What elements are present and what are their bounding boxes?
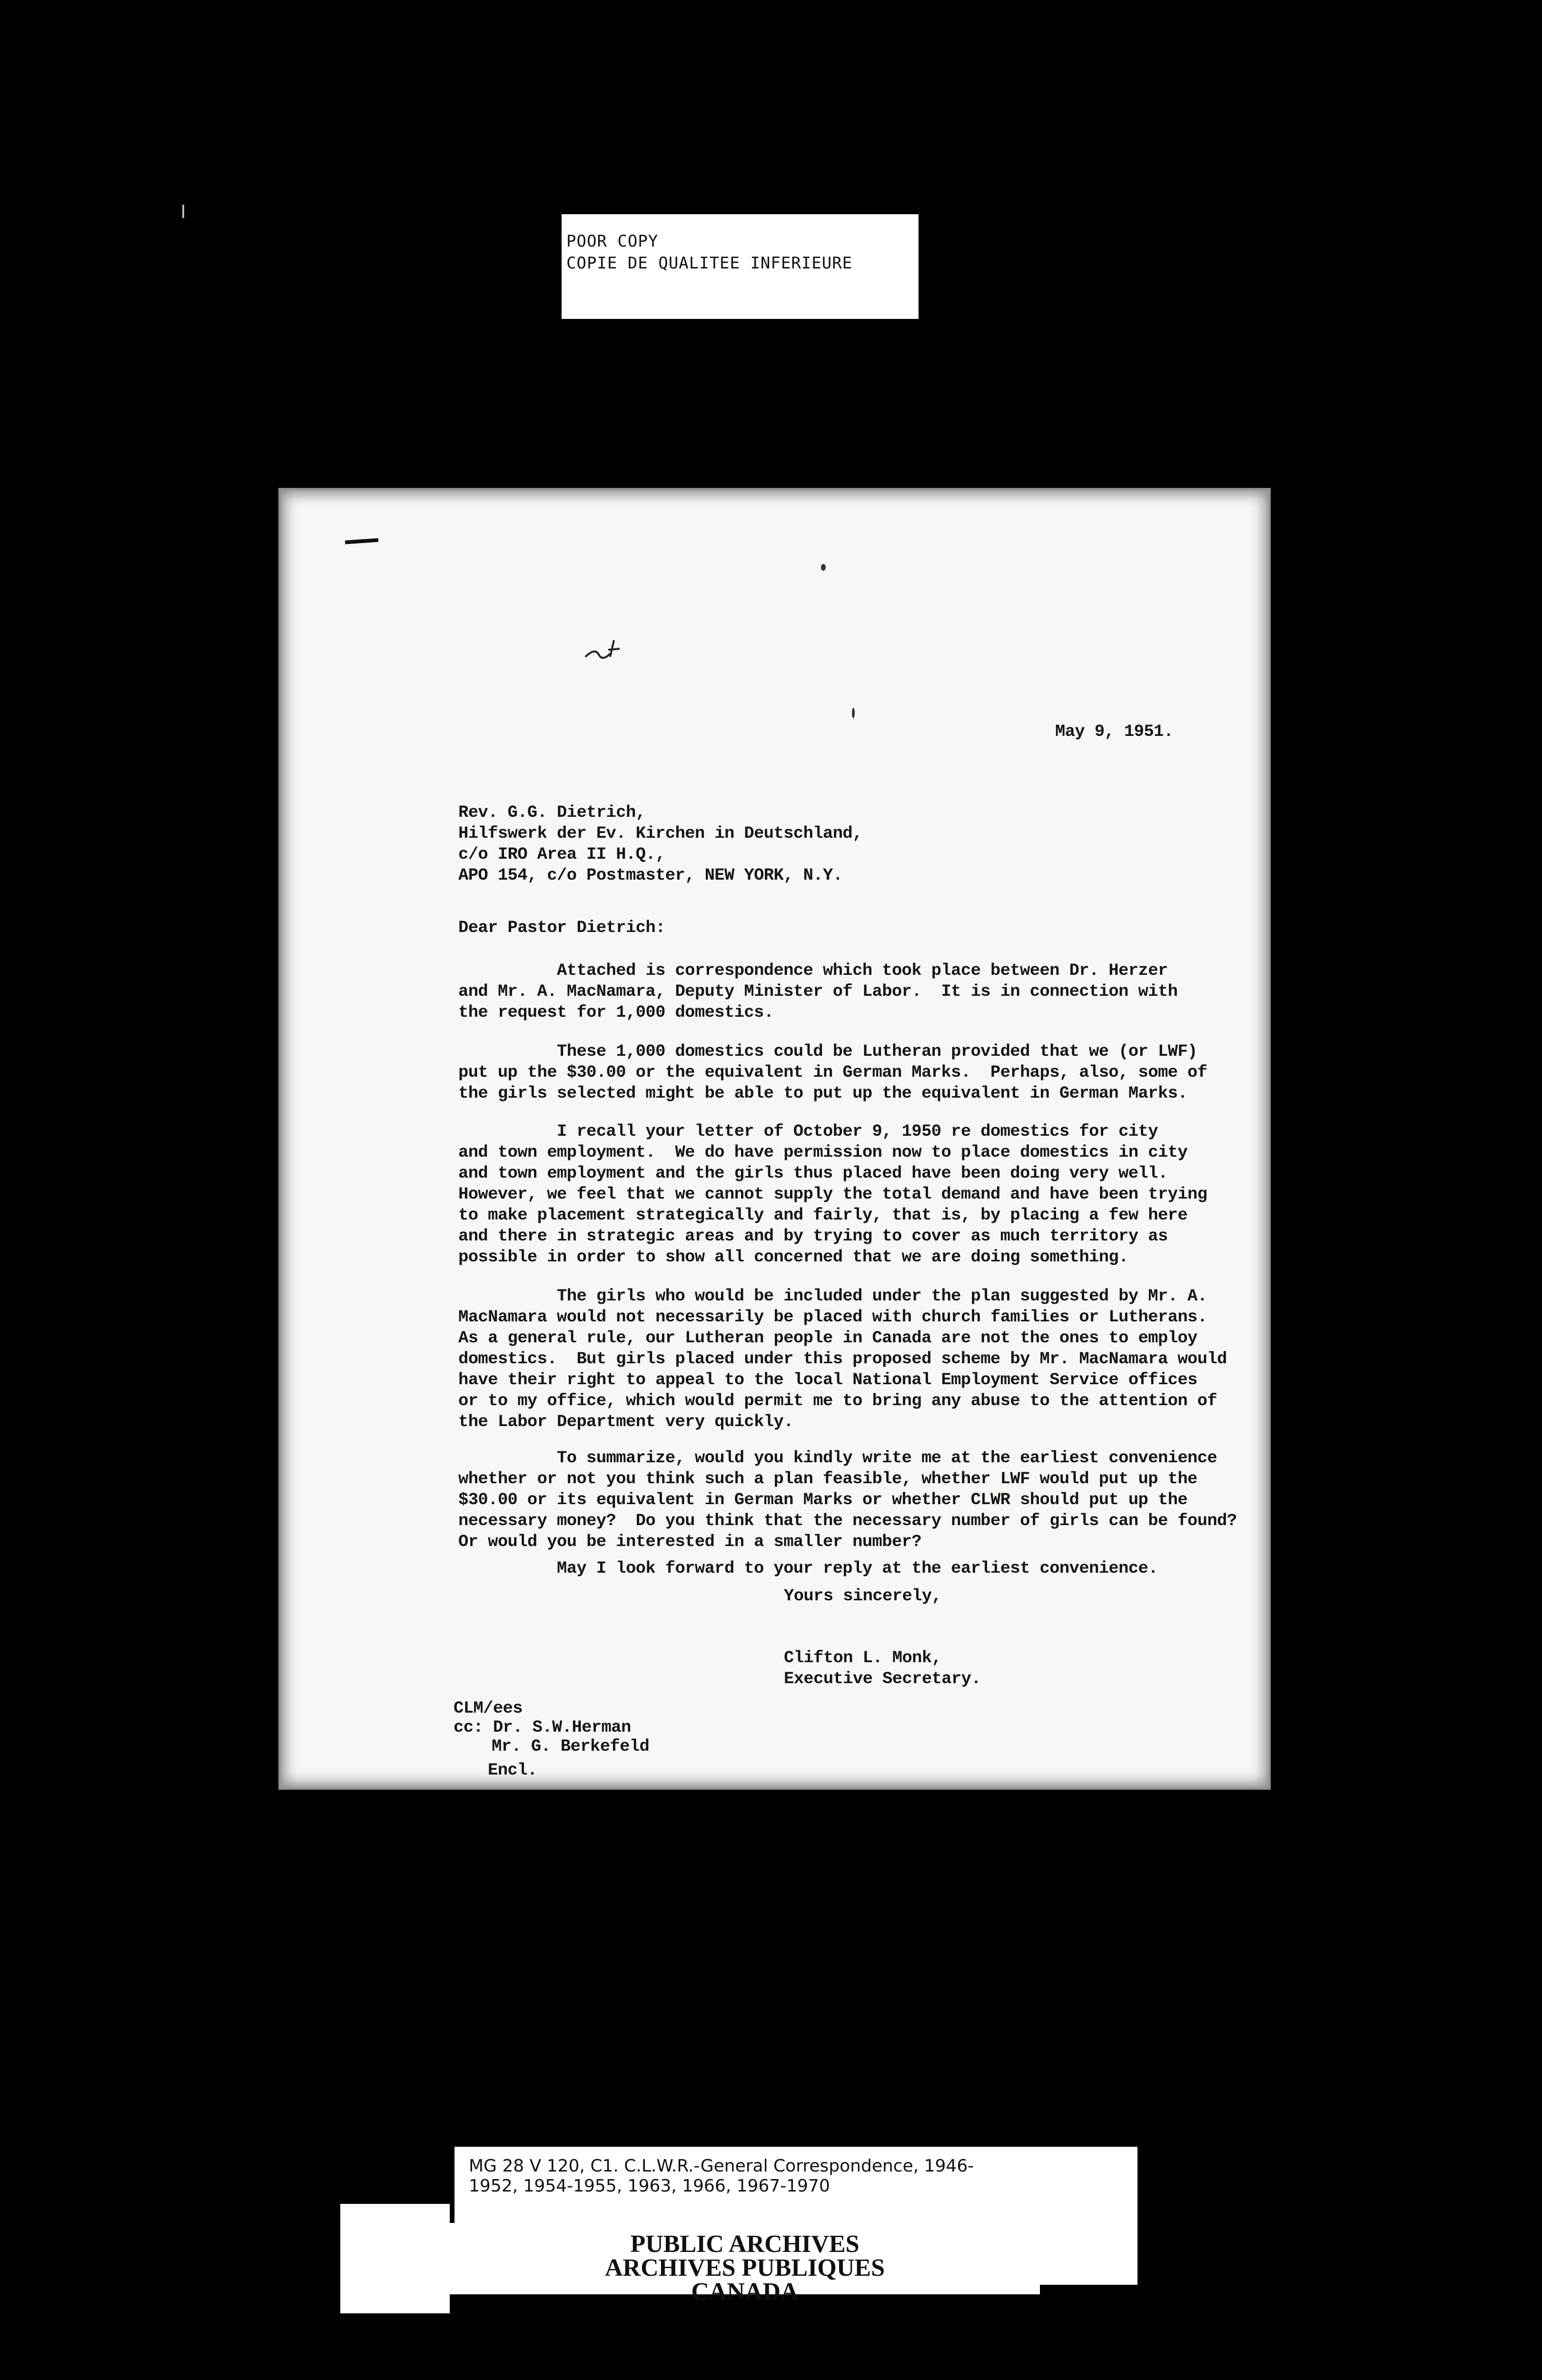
- archive-title-fr: ARCHIVES PUBLIQUES: [604, 2254, 885, 2281]
- body-line: $30.00 or its equivalent in German Marks or whether CLWR should put up the: [458, 1490, 1188, 1509]
- closing: Yours sincerely,: [784, 1586, 942, 1606]
- body-line: The girls who would be included under the plan suggested by Mr. A.: [458, 1286, 1207, 1306]
- typist-initials: CLM/ees: [454, 1698, 523, 1718]
- body-line: I recall your letter of October 9, 1950 re domestics for city: [458, 1121, 1158, 1141]
- body-line: to make placement strategically and fairly, that is, by placing a few here: [458, 1205, 1188, 1225]
- body-line: the Labor Department very quickly.: [458, 1412, 793, 1431]
- archive-reference-line-1: MG 28 V 120, C1. C.L.W.R.-General Correspondence, 1946-: [469, 2156, 974, 2176]
- archive-title-block: [450, 2223, 1040, 2305]
- archive-title-en: PUBLIC ARCHIVES: [630, 2231, 860, 2258]
- body-line: and Mr. A. MacNamara, Deputy Minister of Labor. It is in connection with: [458, 982, 1178, 1001]
- address-line: Rev. G.G. Dietrich,: [458, 803, 646, 822]
- body-line: necessary money? Do you think that the necessary number of girls can be found?: [458, 1511, 1237, 1530]
- address-line: c/o IRO Area II H.Q.,: [458, 844, 665, 864]
- salutation: Dear Pastor Dietrich:: [458, 918, 665, 937]
- body-line: whether or not you think such a plan feasible, whether LWF would put up the: [458, 1469, 1197, 1488]
- film-edge-mark: [182, 205, 184, 218]
- handwritten-annotation-icon: [581, 631, 633, 664]
- body-line: put up the $30.00 or the equivalent in German Marks. Perhaps, also, some of: [458, 1062, 1207, 1082]
- body-line: To summarize, would you kindly write me at the earliest convenience: [458, 1448, 1217, 1468]
- body-line: Attached is correspondence which took place between Dr. Herzer: [458, 961, 1168, 980]
- archive-card-tab: [1038, 2147, 1137, 2285]
- body-line: and town employment and the girls thus placed have been doing very well.: [458, 1163, 1168, 1183]
- body-line: and there in strategic areas and by trying to cover as much territory as: [458, 1226, 1168, 1246]
- body-line: or to my office, which would permit me to bring any abuse to the attention of: [458, 1391, 1217, 1410]
- address-line: APO 154, c/o Postmaster, NEW YORK, N.Y.: [458, 865, 843, 885]
- body-line: the request for 1,000 domestics.: [458, 1002, 774, 1022]
- body-line: MacNamara would not necessarily be placed with church families or Lutherans.: [458, 1307, 1207, 1327]
- poor-copy-label: [562, 214, 919, 319]
- signer-title: Executive Secretary.: [784, 1669, 981, 1688]
- cc-line: Mr. G. Berkefeld: [492, 1736, 650, 1756]
- enclosure: Encl.: [488, 1760, 537, 1780]
- speck: [821, 564, 826, 571]
- body-line: However, we feel that we cannot supply the total demand and have been trying: [458, 1184, 1207, 1204]
- archive-reference-line-2: 1952, 1954-1955, 1963, 1966, 1967-1970: [469, 2176, 830, 2196]
- letter-date: May 9, 1951.: [1055, 722, 1174, 741]
- body-line: domestics. But girls placed under this proposed scheme by Mr. MacNamara would: [458, 1349, 1227, 1368]
- speck: [852, 708, 855, 718]
- poor-copy-line-1: POOR COPY: [566, 232, 659, 251]
- archive-card-tab: [340, 2204, 450, 2313]
- address-line: Hilfswerk der Ev. Kirchen in Deutschland,: [458, 823, 862, 843]
- pen-mark: [345, 538, 378, 545]
- body-line: Or would you be interested in a smaller number?: [458, 1532, 922, 1551]
- body-line: the girls selected might be able to put up the equivalent in German Marks.: [458, 1083, 1188, 1103]
- body-line: and town employment. We do have permission now to place domestics in city: [458, 1142, 1188, 1162]
- poor-copy-line-2: COPIE DE QUALITEE INFERIEURE: [566, 254, 853, 273]
- body-line: May I look forward to your reply at the earliest convenience.: [458, 1558, 1158, 1578]
- body-line: possible in order to show all concerned that we are doing something.: [458, 1247, 1128, 1267]
- signer-name: Clifton L. Monk,: [784, 1648, 942, 1667]
- letter-page: [278, 488, 1271, 1790]
- body-line: have their right to appeal to the local National Employment Service offices: [458, 1370, 1197, 1389]
- archive-reference: [455, 2147, 1038, 2223]
- body-line: These 1,000 domestics could be Lutheran provided that we (or LWF): [458, 1041, 1197, 1061]
- body-line: As a general rule, our Lutheran people in Canada are not the ones to employ: [458, 1328, 1197, 1348]
- cc-line: cc: Dr. S.W.Herman: [454, 1717, 631, 1737]
- archive-country: CANADA: [691, 2278, 799, 2305]
